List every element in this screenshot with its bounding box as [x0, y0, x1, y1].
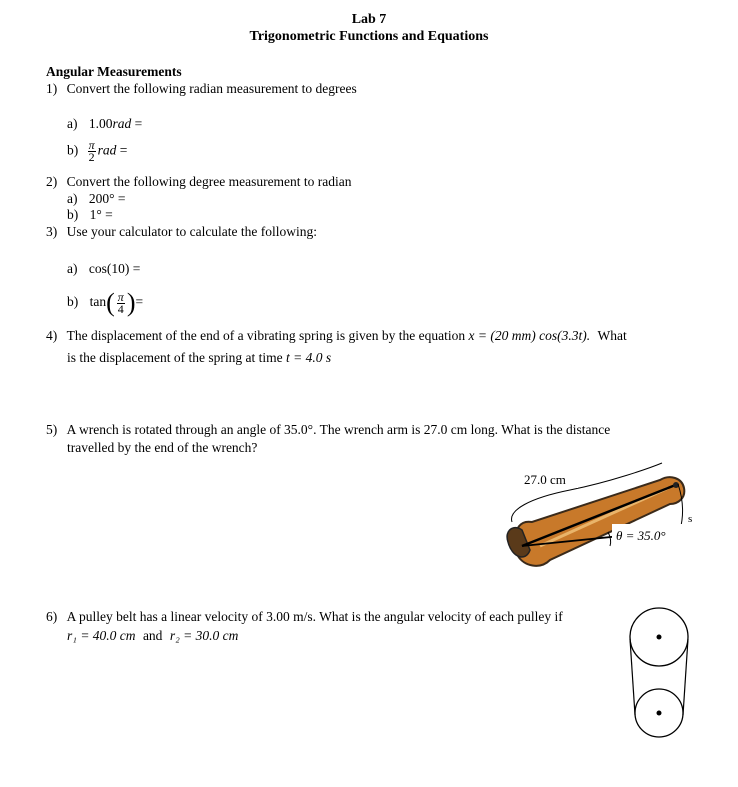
value: 1.00 — [88, 116, 113, 131]
equals-sign: = — [119, 142, 128, 158]
question-6 — [46, 609, 563, 625]
page-title: Trigonometric Functions and Equations — [249, 29, 489, 44]
q2-part-b — [67, 207, 113, 223]
unit: rad — [97, 142, 117, 158]
part-label: b) — [67, 294, 79, 310]
part-label: a) — [67, 116, 78, 131]
question-6-line-2 — [67, 628, 238, 644]
equation: x = (20 mm) cos(3.3t). — [468, 328, 591, 343]
section-heading: Angular Measurements — [46, 64, 182, 79]
question-5-line-2: travelled by the end of the wrench? — [67, 440, 258, 455]
numerator: π — [117, 289, 124, 304]
q2-part-a — [67, 191, 126, 207]
question-1 — [46, 81, 357, 97]
function-name: tan — [89, 294, 107, 310]
question-4-line-2 — [67, 350, 331, 366]
question-text: Convert the following degree measurement to radian — [66, 174, 352, 189]
question-text-end: What — [597, 328, 627, 343]
question-2 — [46, 174, 352, 190]
q1-part-a — [67, 116, 142, 132]
q3-part-a — [67, 261, 140, 277]
wrench-figure — [500, 460, 700, 585]
denominator: 2 — [88, 150, 95, 164]
question-text: Convert the following radian measurement to degrees — [66, 81, 357, 96]
question-5 — [46, 422, 610, 438]
q3-part-b — [67, 288, 143, 318]
pulley-large-axle — [657, 635, 662, 640]
value: 1° = — [89, 207, 113, 222]
radius-2: r₂ = 30.0 cm — [169, 628, 239, 643]
lab-number: Lab 7 — [351, 12, 387, 27]
time-value: t = 4.0 s — [285, 350, 332, 365]
part-label: a) — [67, 191, 78, 206]
q1-part-b — [67, 140, 127, 163]
right-paren: ) — [126, 288, 136, 317]
pulley-small-axle — [657, 711, 662, 716]
question-number: 2) — [46, 174, 58, 189]
arc-label: s — [688, 513, 693, 525]
angle-arc — [608, 532, 611, 546]
part-label: a) — [67, 261, 78, 276]
question-text: Use your calculator to calculate the following: — [66, 224, 318, 239]
question-text: The displacement of the end of a vibrating spring is given by the equation — [66, 328, 466, 343]
question-number: 5) — [46, 422, 58, 437]
question-4 — [46, 328, 627, 344]
unit: rad — [112, 116, 132, 131]
radius-1: r₁ = 40.0 cm — [67, 628, 136, 643]
conjunction: and — [142, 628, 163, 643]
equals-sign: = — [135, 294, 144, 310]
question-3 — [46, 224, 317, 240]
pulley-figure — [626, 605, 692, 741]
equals-sign: = — [134, 116, 143, 131]
denominator: 4 — [117, 301, 124, 316]
fraction — [88, 140, 96, 163]
question-text: A pulley belt has a linear velocity of 3.00 m/s. What is the angular velocity of each pulley if — [66, 609, 563, 624]
question-number: 6) — [46, 609, 58, 624]
value: cos(10) = — [88, 261, 141, 276]
length-label: 27.0 cm — [524, 472, 566, 487]
question-number: 1) — [46, 81, 58, 96]
left-paren: ( — [106, 288, 115, 317]
question-text: A wrench is rotated through an angle of 35.0°. The wrench arm is 27.0 cm long. What is the distance — [66, 422, 611, 437]
part-label: b) — [67, 142, 79, 158]
fraction — [117, 289, 125, 316]
angle-label: θ = 35.0° — [616, 528, 666, 543]
value: 200° = — [88, 191, 126, 206]
numerator: π — [88, 138, 95, 152]
question-number: 3) — [46, 224, 58, 239]
part-label: b) — [67, 207, 79, 222]
question-number: 4) — [46, 328, 58, 343]
question-text: is the displacement of the spring at time — [67, 350, 283, 365]
